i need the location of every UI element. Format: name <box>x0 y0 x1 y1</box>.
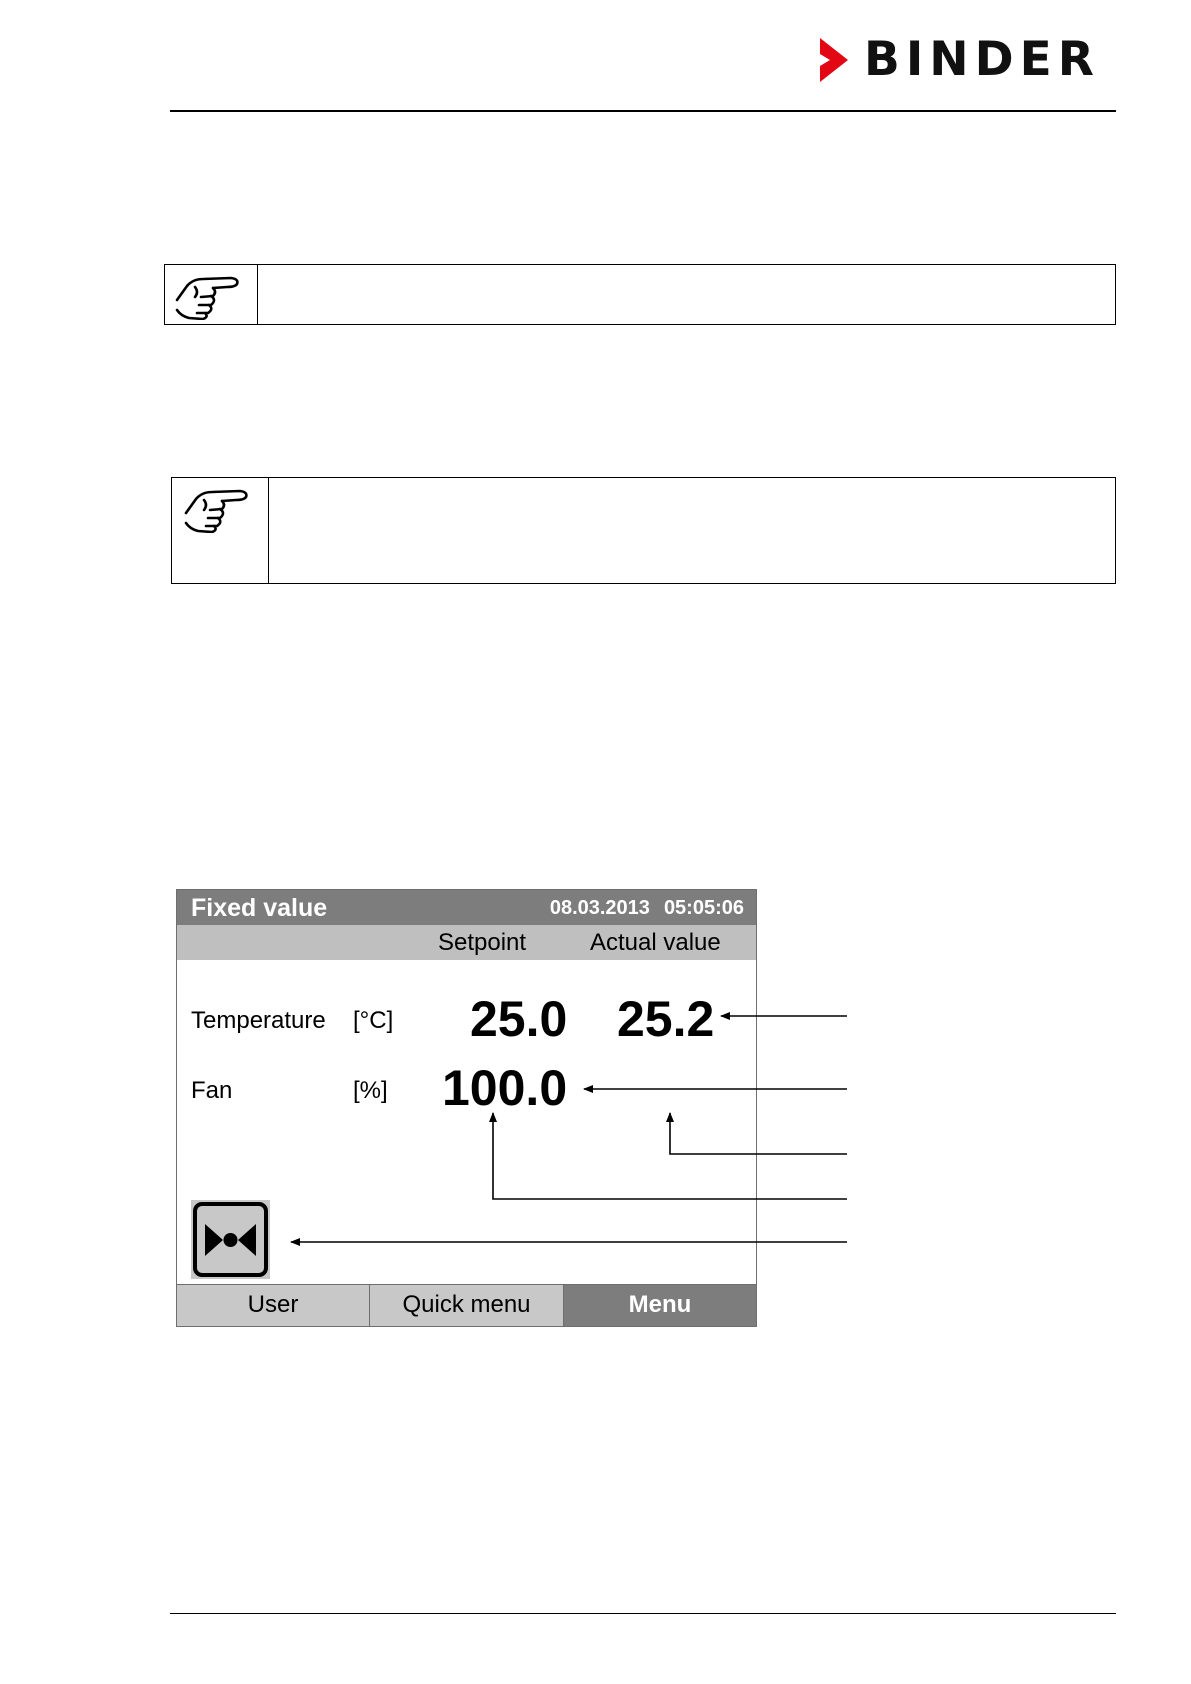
display-title: Fixed value <box>191 894 328 922</box>
temperature-setpoint-value[interactable]: 25.0 <box>470 991 568 1047</box>
pointer-actual-column-line <box>670 1113 847 1154</box>
fan-unit: [%] <box>353 1077 388 1104</box>
tab-user[interactable]: User <box>177 1284 370 1326</box>
tab-quick-menu[interactable]: Quick menu <box>370 1284 564 1326</box>
column-actual-value: Actual value <box>590 929 721 956</box>
fan-setpoint-value[interactable]: 100.0 <box>442 1060 568 1116</box>
display-time: 05:05:06 <box>663 897 744 919</box>
temperature-actual-value: 25.2 <box>617 991 715 1047</box>
footer-rule <box>170 1613 1116 1614</box>
display-date: 08.03.2013 <box>549 897 650 919</box>
brand-name: BINDER <box>864 32 1100 87</box>
fan-label: Fan <box>191 1077 233 1104</box>
temperature-label: Temperature <box>191 1007 326 1034</box>
column-setpoint: Setpoint <box>438 929 527 956</box>
temperature-unit: [°C] <box>353 1007 394 1034</box>
tab-menu[interactable]: Menu <box>564 1284 756 1326</box>
